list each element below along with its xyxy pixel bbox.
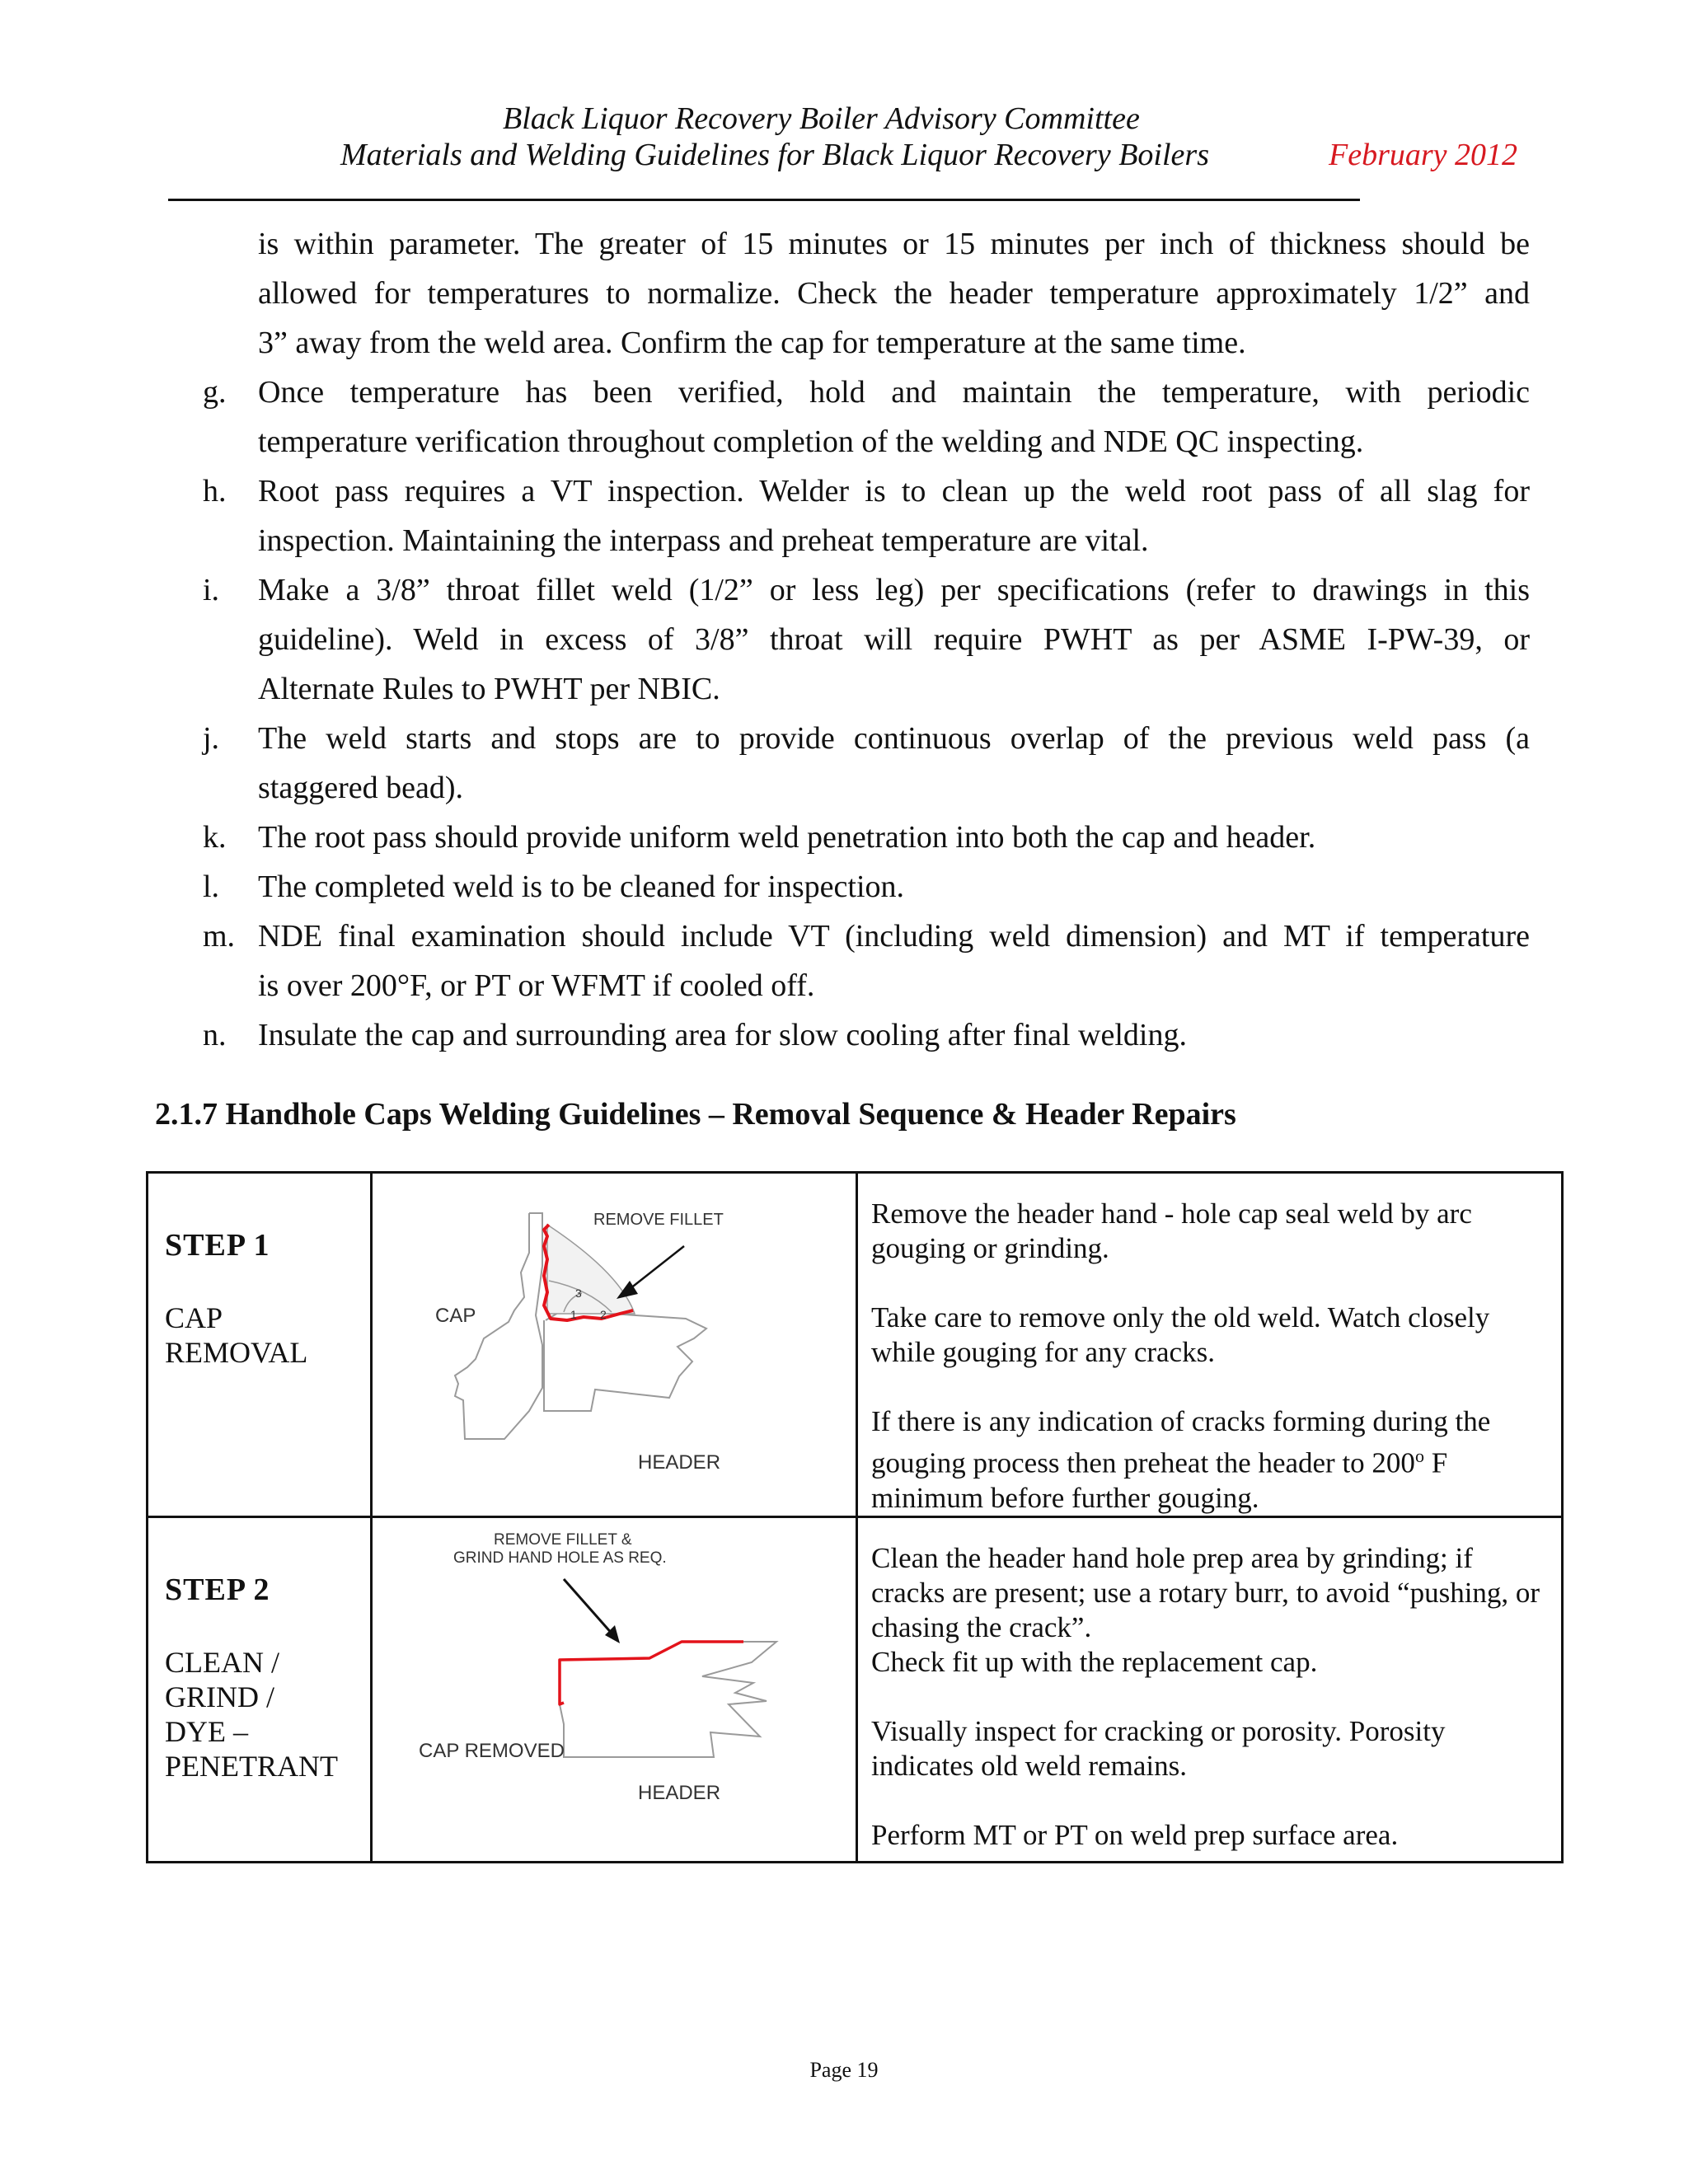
paragraph-line: allowed for temperatures to normalize. Check the header temperature approximately 1/2” and	[258, 276, 1530, 311]
header-label: HEADER	[638, 1782, 721, 1804]
header-committee-title: Black Liquor Recovery Boiler Advisory Committee	[503, 101, 1140, 136]
header-document-title: Materials and Welding Guidelines for Black Liquor Recovery Boilers	[340, 138, 1209, 172]
step-title: STEP 1	[165, 1228, 270, 1263]
step-title: STEP 2	[165, 1572, 270, 1607]
weld-pass-number: 2	[600, 1308, 607, 1321]
step-description-paragraph: Take care to remove only the old weld. Watch closely while gouging for any cracks.	[871, 1301, 1490, 1368]
grind-hand-hole-label: GRIND HAND HOLE AS REQ.	[453, 1549, 667, 1567]
step-description-paragraph: Visually inspect for cracking or porosity. Porosity indicates old weld remains.	[871, 1715, 1446, 1782]
header-outline	[544, 1310, 706, 1411]
paragraph-line: 3” away from the weld area. Confirm the cap for temperature at the same time.	[258, 326, 1246, 360]
weld-pass-number: 3	[575, 1286, 582, 1300]
remove-fillet-label: REMOVE FILLET &	[494, 1531, 632, 1549]
description-text: F minimum before further gouging.	[871, 1446, 1448, 1514]
step-subtitle-line: GRIND /	[165, 1680, 274, 1713]
header-date: February 2012	[1329, 138, 1518, 172]
step-label-cell	[148, 1517, 372, 1863]
list-item-line: Once temperature has been verified, hold and maintain the temperature, with periodic	[258, 375, 1530, 410]
degree-superscript: o	[1414, 1446, 1424, 1466]
step-description-paragraph: Check fit up with the replacement cap.	[871, 1646, 1318, 1678]
step-description-paragraph: Remove the header hand - hole cap seal weld by arc gouging or grinding.	[871, 1197, 1472, 1264]
list-item-line: NDE final examination should include VT (including weld dimension) and MT if temperature	[258, 919, 1530, 954]
steps-table	[146, 1171, 1564, 1863]
page-number: Page 19	[809, 2058, 879, 2082]
table-row	[148, 1173, 1563, 1517]
step-figure-cell	[372, 1517, 857, 1863]
section-heading: 2.1.7 Handhole Caps Welding Guidelines – Removal Sequence & Header Repairs	[155, 1097, 1236, 1132]
step-subtitle-line: DYE –	[165, 1715, 248, 1748]
list-item-label: k.	[203, 820, 227, 855]
list-item-label: h.	[203, 474, 227, 509]
cap-removed-label: CAP REMOVED	[419, 1740, 565, 1762]
grind-diagram	[373, 1518, 856, 1857]
list-item-line: Root pass requires a VT inspection. Welder is to clean up the weld root pass of all slag for	[258, 474, 1530, 509]
header-rule	[168, 199, 1360, 201]
step-subtitle-line: CLEAN /	[165, 1646, 279, 1679]
list-item-line: Insulate the cap and surrounding area for slow cooling after final welding.	[258, 1018, 1187, 1052]
list-item-label: i.	[203, 573, 220, 607]
paragraph-line: is within parameter. The greater of 15 minutes or 15 minutes per inch of thickness should be	[258, 227, 1530, 261]
list-item-line: temperature verification throughout completion of the welding and NDE QC inspecting.	[258, 424, 1364, 459]
list-item-label: j.	[203, 721, 220, 756]
step-subtitle-line: PENETRANT	[165, 1750, 338, 1783]
list-item-line: inspection. Maintaining the interpass and preheat temperature are vital.	[258, 523, 1149, 558]
step-subtitle-line: REMOVAL	[165, 1336, 308, 1369]
header-label: HEADER	[638, 1451, 721, 1474]
list-item-line: The weld starts and stops are to provide continuous overlap of the previous weld pass (a	[258, 721, 1530, 756]
step-description-paragraph	[871, 1404, 1550, 1516]
step-description-paragraph: Clean the header hand hole prep area by grinding; if cracks are present; use a rotary burr, to avoid “pushing, or chasing the crack”.	[871, 1542, 1540, 1643]
list-item-line: Make a 3/8” throat fillet weld (1/2” or less leg) per specifications (refer to drawings in this	[258, 573, 1530, 607]
list-item-line: is over 200°F, or PT or WFMT if cooled off.	[258, 968, 815, 1003]
arrow-line	[564, 1579, 613, 1635]
cap-removal-diagram	[373, 1174, 856, 1511]
list-item-line: The completed weld is to be cleaned for inspection.	[258, 869, 905, 904]
list-item-line: Alternate Rules to PWHT per NBIC.	[258, 672, 720, 706]
list-item-line: staggered bead).	[258, 771, 463, 805]
list-item-label: g.	[203, 375, 227, 410]
remove-fillet-label: REMOVE FILLET	[593, 1211, 724, 1229]
weld-pass-number: 1	[570, 1308, 577, 1321]
weld-zone	[547, 1225, 635, 1314]
step-description-cell	[857, 1173, 1563, 1517]
step-label-cell	[148, 1173, 372, 1517]
table-row	[148, 1517, 1563, 1863]
step-subtitle-line: CAP	[165, 1301, 223, 1334]
description-text: If there is any indication of cracks forming during the gouging process then preheat the header to 200	[871, 1405, 1491, 1479]
list-item-label: m.	[203, 919, 236, 954]
list-item-line: The root pass should provide uniform weld penetration into both the cap and header.	[258, 820, 1316, 855]
cap-label: CAP	[435, 1305, 476, 1327]
list-item-line: guideline). Weld in excess of 3/8” throat will require PWHT as per ASME I-PW-39, or	[258, 622, 1530, 657]
list-item-label: n.	[203, 1018, 227, 1052]
step-description-paragraph: Perform MT or PT on weld prep surface area.	[871, 1819, 1399, 1851]
list-item-label: l.	[203, 869, 220, 904]
step-description-cell	[857, 1517, 1563, 1863]
step-figure-cell	[372, 1173, 857, 1517]
arrow-line	[630, 1246, 684, 1289]
